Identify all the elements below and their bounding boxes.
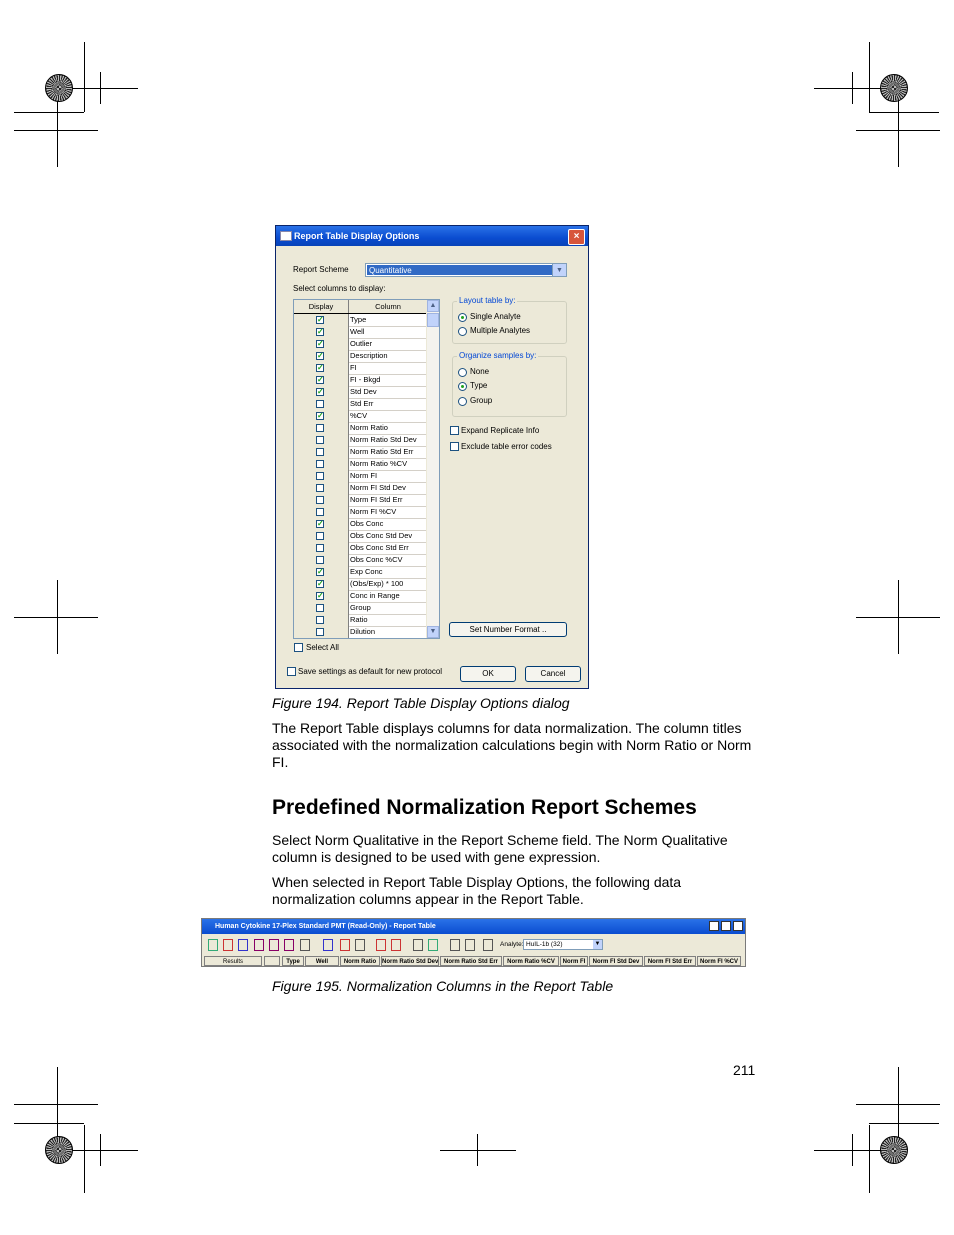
toolbar-print-icon[interactable] [428, 939, 438, 951]
column-name: (Obs/Exp) * 100 [350, 579, 404, 588]
paragraph-normalization-columns: The Report Table displays columns for data normalization. The column titles associated with the normalization calculations begin with Norm Ratio or Norm FI. [272, 720, 752, 770]
display-checkbox[interactable] [316, 400, 324, 408]
display-checkbox[interactable] [316, 616, 324, 624]
column-name: FI - Bkgd [350, 375, 381, 384]
save-default-checkbox[interactable] [287, 667, 296, 676]
display-checkbox[interactable] [316, 448, 324, 456]
radio-type[interactable] [458, 382, 467, 391]
display-checkbox[interactable]: ✓ [317, 375, 324, 384]
report-table-title: Human Cytokine 17-Plex Standard PMT (Read-Only) - Report Table [215, 923, 436, 930]
display-checkbox[interactable]: ✓ [317, 387, 324, 396]
toolbar-filter-icon[interactable] [208, 939, 218, 951]
column-name: Type [350, 315, 367, 324]
column-name: Ratio [350, 615, 368, 624]
figure-194-caption: Figure 194. Report Table Display Options dialog [272, 695, 570, 711]
display-cell [294, 446, 349, 458]
column-name: Norm Ratio %CV [350, 459, 408, 468]
column-name: Norm FI [350, 471, 378, 480]
display-cell [294, 374, 349, 386]
report-column-header[interactable]: Norm FI Std Dev [589, 956, 643, 966]
column-name: FI [350, 363, 357, 372]
display-checkbox[interactable]: ✓ [317, 339, 324, 348]
toolbar-columns-icon[interactable] [300, 939, 310, 951]
layout-table-group [452, 296, 567, 344]
display-checkbox[interactable]: ✓ [317, 315, 324, 324]
results-tab[interactable]: Results [204, 956, 262, 966]
exclude-error-checkbox[interactable] [450, 442, 459, 451]
column-name: Well [350, 327, 365, 336]
report-table-display-options-dialog [275, 225, 589, 689]
column-name: Norm Ratio Std Dev [350, 435, 417, 444]
display-cell [294, 518, 349, 530]
exclude-error-label: Exclude table error codes [461, 442, 552, 451]
toolbar-sort-icon[interactable] [323, 939, 333, 951]
display-cell [294, 530, 349, 542]
display-checkbox[interactable]: ✓ [317, 579, 324, 588]
radio-single-analyte[interactable] [458, 313, 467, 322]
chevron-down-icon[interactable]: ▼ [552, 264, 566, 276]
column-column-header[interactable]: Column [349, 300, 428, 313]
grid-header [294, 300, 427, 314]
row-header-cell [264, 956, 280, 966]
column-name: Norm Ratio Std Err [350, 447, 414, 456]
report-table-title-bar[interactable] [202, 919, 745, 934]
radio-multiple-analytes[interactable] [458, 327, 467, 336]
display-cell [294, 554, 349, 566]
toolbar-eraser-icon[interactable] [238, 939, 248, 951]
display-checkbox[interactable] [316, 628, 324, 636]
select-columns-label: Select columns to display: [293, 284, 386, 293]
toolbar-help-icon[interactable] [483, 939, 493, 951]
display-checkbox[interactable]: ✓ [317, 567, 324, 576]
display-checkbox[interactable] [316, 544, 324, 552]
column-name: %CV [350, 411, 368, 420]
column-name: Obs Conc Std Err [350, 543, 409, 552]
report-scheme-value: Quantitative [367, 265, 552, 275]
column-name: Conc in Range [350, 591, 400, 600]
page-number: 211 [733, 1062, 756, 1078]
display-checkbox[interactable]: ✓ [317, 351, 324, 360]
column-name: Description [350, 351, 388, 360]
close-icon[interactable] [733, 921, 743, 931]
section-heading: Predefined Normalization Report Schemes [272, 796, 697, 819]
column-name: Std Err [350, 399, 374, 408]
toolbar-outlier-icon[interactable] [223, 939, 233, 951]
paragraph-norm-qualitative: Select Norm Qualitative in the Report Scheme field. The Norm Qualitative column is designed to be used with gene expression. [272, 832, 728, 865]
toolbar-report-icon[interactable] [391, 939, 401, 951]
display-checkbox[interactable] [316, 436, 324, 444]
display-checkbox[interactable] [316, 556, 324, 564]
close-icon[interactable]: × [568, 229, 585, 245]
organize-samples-group [452, 351, 567, 417]
column-name: Outlier [350, 339, 373, 348]
toolbar-sort-order-icon[interactable] [450, 939, 460, 951]
single-analyte-label: Single Analyte [470, 312, 521, 321]
display-checkbox[interactable] [316, 508, 324, 516]
display-cell [294, 494, 349, 506]
expand-replicate-checkbox[interactable] [450, 426, 459, 435]
display-cell [294, 326, 349, 338]
display-cell [294, 410, 349, 422]
display-cell [294, 422, 349, 434]
display-checkbox[interactable] [316, 484, 324, 492]
chevron-down-icon[interactable]: ▼ [594, 941, 601, 947]
app-icon [280, 231, 292, 241]
report-column-header[interactable]: Type [282, 956, 304, 966]
column-name: Obs Conc Std Dev [350, 531, 413, 540]
report-scheme-label: Report Scheme [293, 265, 349, 274]
scroll-up-icon[interactable]: ▲ [427, 300, 439, 312]
display-cell [294, 506, 349, 518]
report-scheme-select[interactable] [365, 263, 567, 277]
organize-group-label: Organize samples by: [459, 351, 537, 360]
display-checkbox[interactable] [316, 424, 324, 432]
display-cell [294, 470, 349, 482]
report-column-header[interactable]: Norm Ratio Std Err [440, 956, 502, 966]
display-cell [294, 458, 349, 470]
cancel-button[interactable]: Cancel [525, 666, 581, 682]
display-checkbox[interactable]: ✓ [317, 519, 324, 528]
report-column-header[interactable]: Norm Ratio Std Dev [381, 956, 439, 966]
display-checkbox[interactable] [316, 472, 324, 480]
scroll-thumb[interactable] [427, 313, 439, 327]
display-cell [294, 434, 349, 446]
column-name: Obs Conc %CV [350, 555, 403, 564]
expand-replicate-label: Expand Replicate Info [461, 426, 540, 435]
dialog-title: Report Table Display Options [294, 231, 420, 241]
display-cell [294, 578, 349, 590]
paragraph-when-selected: When selected in Report Table Display Options, the following data normalization columns appear in the Report Table. [272, 874, 682, 907]
report-column-header[interactable]: Norm Ratio [340, 956, 380, 966]
type-label: Type [470, 381, 488, 390]
columns-grid[interactable] [293, 299, 440, 639]
none-label: None [470, 367, 490, 376]
display-checkbox[interactable] [316, 604, 324, 612]
column-name: Obs Conc [350, 519, 384, 528]
column-name: Norm FI %CV [350, 507, 397, 516]
display-column-header[interactable]: Display [294, 300, 349, 313]
select-all-label: Select All [306, 643, 339, 652]
scroll-down-icon[interactable]: ▼ [427, 626, 439, 638]
toolbar-sort-order-2-icon[interactable] [465, 939, 475, 951]
toolbar-check-icon[interactable] [340, 939, 350, 951]
column-name: Norm FI Std Dev [350, 483, 406, 492]
toolbar-conc-icon[interactable] [269, 939, 279, 951]
column-name: Exp Conc [350, 567, 383, 576]
toolbar-export-icon[interactable] [413, 939, 423, 951]
report-column-header[interactable]: Norm Ratio %CV [503, 956, 559, 966]
report-column-header[interactable]: Well [305, 956, 339, 966]
display-checkbox[interactable] [316, 532, 324, 540]
radio-group[interactable] [458, 397, 467, 406]
column-name: Group [350, 603, 371, 612]
analyte-label: Analyte: [500, 941, 524, 948]
grid-scrollbar[interactable] [426, 300, 439, 638]
toolbar-table-icon[interactable] [376, 939, 386, 951]
multiple-analytes-label: Multiple Analytes [470, 326, 531, 335]
display-checkbox[interactable]: ✓ [317, 411, 324, 420]
column-name: Std Dev [350, 387, 377, 396]
report-table-window [201, 918, 746, 967]
display-cell [294, 350, 349, 362]
dialog-title-bar[interactable] [276, 226, 588, 246]
display-cell [294, 590, 349, 602]
display-checkbox[interactable] [316, 496, 324, 504]
set-number-format-button[interactable]: Set Number Format .. [449, 622, 567, 637]
display-checkbox[interactable]: ✓ [317, 363, 324, 372]
display-cell [294, 626, 349, 638]
column-name: Dilution [350, 627, 376, 636]
analyte-select[interactable] [523, 939, 603, 950]
report-column-header[interactable]: Norm FI Std Err [644, 956, 696, 966]
column-name: Norm FI Std Err [350, 495, 403, 504]
toolbar-fi-icon[interactable] [254, 939, 264, 951]
display-cell [294, 482, 349, 494]
display-checkbox[interactable]: ✓ [317, 591, 324, 600]
group-label: Group [470, 396, 493, 405]
display-cell [294, 542, 349, 554]
display-cell [294, 614, 349, 626]
minimize-icon[interactable] [709, 921, 719, 931]
ok-button[interactable]: OK [460, 666, 516, 682]
column-row[interactable] [294, 626, 427, 639]
select-all-checkbox[interactable] [294, 643, 303, 652]
radio-none[interactable] [458, 368, 467, 377]
save-default-label: Save settings as default for new protocol [298, 667, 443, 676]
display-cell [294, 314, 349, 326]
analyte-value: HuIL-1b (32) [526, 941, 563, 948]
display-cell [294, 398, 349, 410]
column-name: Norm Ratio [350, 423, 388, 432]
display-cell [294, 566, 349, 578]
figure-195-caption: Figure 195. Normalization Columns in the Report Table [272, 978, 614, 994]
toolbar-cv-icon[interactable] [284, 939, 294, 951]
display-checkbox[interactable]: ✓ [317, 327, 324, 336]
report-column-header[interactable]: Norm FI %CV [697, 956, 741, 966]
display-checkbox[interactable] [316, 460, 324, 468]
display-cell [294, 386, 349, 398]
display-cell [294, 602, 349, 614]
maximize-icon[interactable] [721, 921, 731, 931]
display-cell [294, 362, 349, 374]
toolbar-edit-icon[interactable] [355, 939, 365, 951]
layout-group-label: Layout table by: [459, 296, 516, 305]
report-column-header[interactable]: Norm FI [560, 956, 588, 966]
display-cell [294, 338, 349, 350]
